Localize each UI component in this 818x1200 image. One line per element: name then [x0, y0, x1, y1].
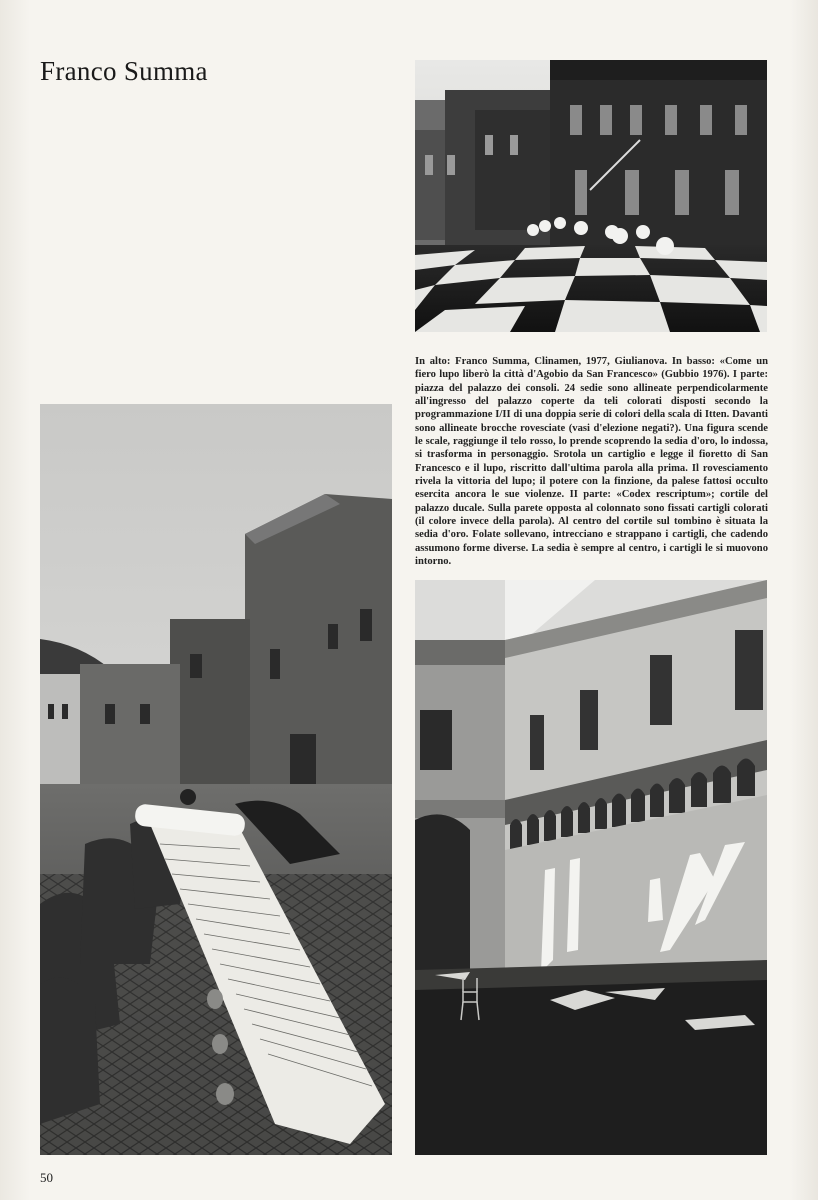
photo-palazzo-ducale-courtyard — [415, 580, 767, 1155]
photo-gubbio-piazza — [40, 404, 392, 1155]
page-title: Franco Summa — [40, 56, 208, 86]
page-number: 50 — [40, 1170, 53, 1185]
photo-caption — [415, 355, 768, 569]
photo-clinamen — [415, 60, 767, 332]
caption-text: In alto: Franco Summa, Clinamen, 1977, Giulianova. In basso: «Come un fiero lupo liberò la città d'Agobio da San Francesco» (Gubbio 1976). I parte: piazza del palazzo dei consoli. 24 sedie sono allineate perpendicolarmente all'ingresso del palazzo coperte da teli colorati disposti secondo la programmazione I/II di una doppia serie di colori della scala di Itten. Davanti sono allineate brocche rovesciate (vasi d'elezione negati?). Una figura scende le scale, raggiunge il telo rosso, lo prende scoprendo la sedia d'oro, lo indossa, si trasforma in personaggio. Srotola un cartiglio e legge il fioretto di San Francesco e il lupo, riscritto dall'ultima parola alla prima. Il rovesciamento rivela la vittoria del lupo; il potere con la finzione, da palese fattosi occulto esercita ancora le sue violenze. II parte: «Codex rescriptum»; cortile del palazzo ducale. Sulla parete opposta al colonnato sono fissati cartigli colorati (il colore invece della parola). Al centro del cortile sul tombino è situata la sedia d'oro. Folate sollevano, intrecciano e strappano i cartigli, che cadendo assumono forme diverse. La sedia è sempre al centro, i cartigli le si muovono intorno. — [415, 356, 768, 568]
